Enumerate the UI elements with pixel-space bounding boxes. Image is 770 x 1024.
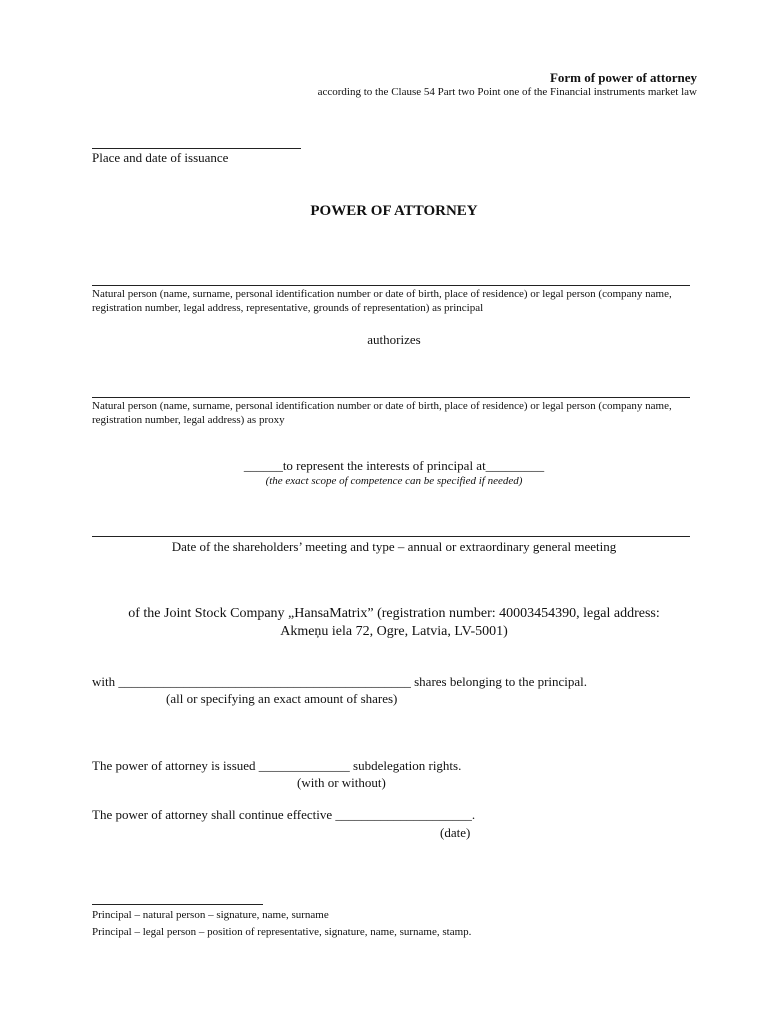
effective-line: The power of attorney shall continue effective _____________________. (92, 807, 476, 822)
form-title: Form of power of attorney (549, 70, 697, 85)
authorizes-text: authorizes (367, 332, 421, 347)
place-date-line (92, 148, 301, 149)
shares-line: with _____________________________________________ shares belonging to the principal. (92, 674, 588, 689)
represent-text: ______to represent the interests of principal at_________ (243, 458, 545, 473)
meeting-caption: Date of the shareholders’ meeting and type – annual or extraordinary general meeting (171, 539, 617, 554)
place-date-label: Place and date of issuance (92, 150, 229, 165)
form-subtitle: according to the Clause 54 Part two Point one of the Financial instruments market law (317, 86, 697, 98)
principal-line (92, 285, 690, 286)
document-title: POWER OF ATTORNEY (310, 203, 478, 219)
footnote-natural-person: Principal – natural person – signature, name, surname (92, 909, 329, 921)
proxy-line (92, 397, 690, 398)
footnote-separator (92, 904, 263, 905)
shares-note: (all or specifying an exact amount of shares) (166, 691, 398, 706)
footnote-legal-person: Principal – legal person – position of representative, signature, name, surname, stamp. (92, 926, 472, 938)
subdelegation-note: (with or without) (297, 775, 386, 790)
scope-note: (the exact scope of competence can be specified if needed) (265, 475, 523, 487)
principal-caption: Natural person (name, surname, personal identification number or date of birth, place of residence) or legal person (company name, registration number, legal address, representative, grounds of representation) as principal (92, 288, 672, 314)
meeting-line (92, 536, 690, 537)
proxy-caption: Natural person (name, surname, personal identification number or date of birth, place of residence) or legal person (company name, registration number, legal address) as proxy (92, 400, 672, 426)
subdelegation-line: The power of attorney is issued ______________ subdelegation rights. (92, 758, 462, 773)
effective-note: (date) (440, 825, 471, 840)
company-line-2: Akmeņu iela 72, Ogre, Latvia, LV-5001) (280, 624, 508, 639)
company-line-1: of the Joint Stock Company „HansaMatrix” (registration number: 40003454390, legal address: (128, 606, 660, 621)
